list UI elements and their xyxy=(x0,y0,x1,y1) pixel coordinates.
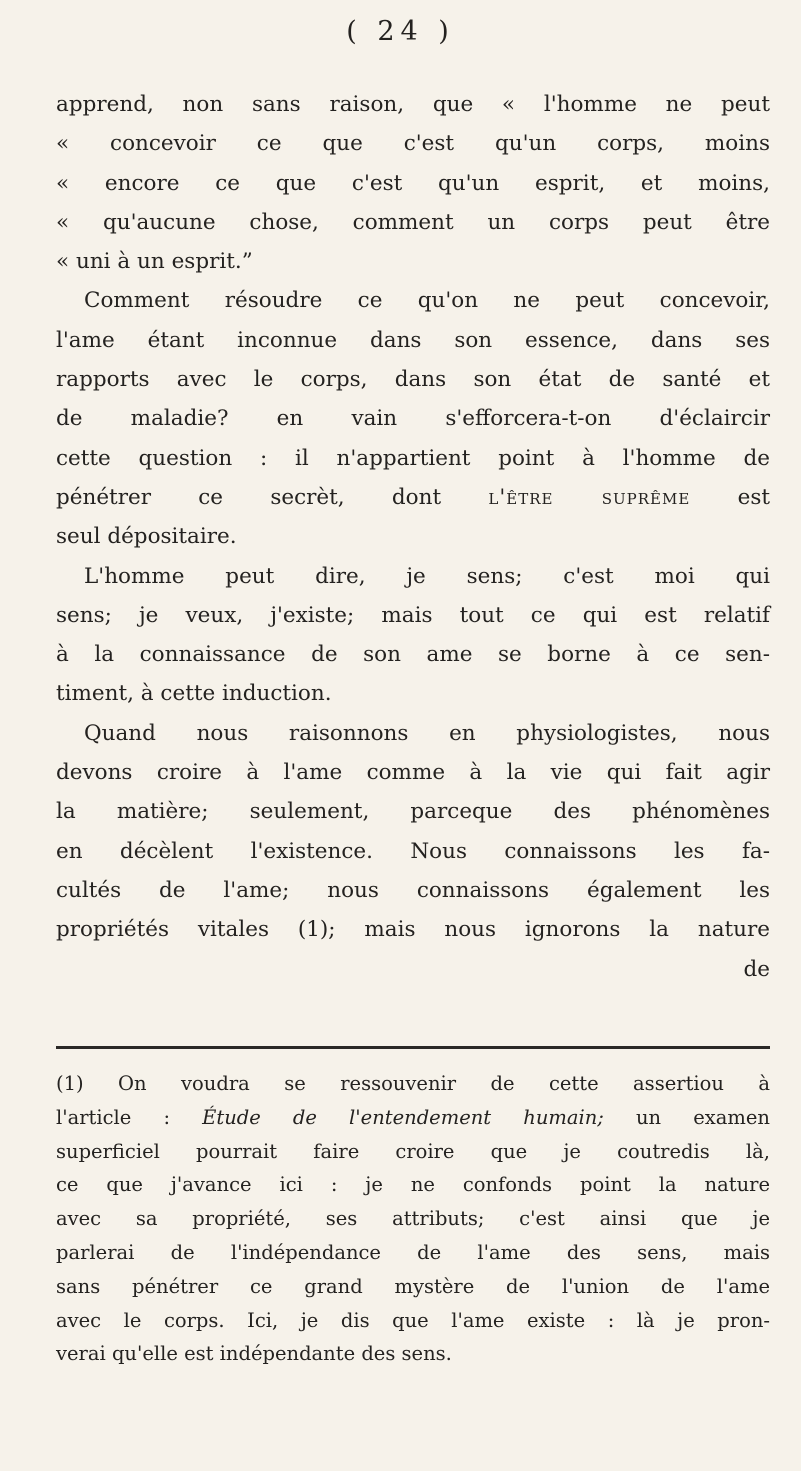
body-text xyxy=(56,85,770,989)
text-line: « concevoir ce que c'est qu'un corps, moins xyxy=(56,131,770,157)
footnote-line: sans pénétrer ce grand mystère de l'union de l'ame xyxy=(56,1274,770,1298)
footnote-divider xyxy=(56,1046,770,1049)
text-line: sens; je veux, j'existe; mais tout ce qui est relatif xyxy=(56,602,770,628)
text-line: cette question : il n'appartient point à l'homme de xyxy=(56,445,770,471)
text-line: timent, à cette induction. xyxy=(56,681,332,707)
text-segment: pénétrer ce secrèt, dont xyxy=(56,484,489,510)
catchword: de xyxy=(743,956,770,982)
footnote-line: (1) On voudra se ressouvenir de cette assertiou à xyxy=(56,1072,770,1095)
paragraph-start: L'homme peut dire, je sens; c'est moi qui xyxy=(84,563,770,589)
text-line: apprend, non sans raison, que « l'homme ne peut xyxy=(56,92,770,117)
footnote-line: superficiel pourrait faire croire que je coutredis là, xyxy=(56,1139,770,1163)
text-line: rapports avec le corps, dans son état de santé et xyxy=(56,367,770,393)
text-line: à la connaissance de son ame se borne à ce sen- xyxy=(56,642,770,668)
text-line: cultés de l'ame; nous connaissons également les xyxy=(56,877,770,903)
footnote-line: ce que j'avance ici : je ne confonds point la nature xyxy=(56,1173,770,1197)
footnote-line xyxy=(56,1101,770,1135)
text-line xyxy=(56,478,770,517)
text-segment: l'article : xyxy=(56,1105,203,1129)
work-title: Étude de l'entendement humain; xyxy=(202,1105,604,1129)
text-line: l'ame étant inconnue dans son essence, dans ses xyxy=(56,327,770,353)
paragraph-start: Quand nous raisonnons en physiologistes, nous xyxy=(84,720,770,746)
text-line: la matière; seulement, parceque des phénomènes xyxy=(56,799,770,825)
text-line: devons croire à l'ame comme à la vie qui fait agir xyxy=(56,760,770,786)
text-segment: est xyxy=(690,484,771,510)
text-line: de maladie? en vain s'efforcera-t-on d'éclaircir xyxy=(56,406,770,432)
paragraph-start: Comment résoudre ce qu'on ne peut concevoir, xyxy=(84,288,770,314)
footnote-line: avec sa propriété, ses attributs; c'est ainsi que je xyxy=(56,1207,770,1231)
text-line: « encore ce que c'est qu'un esprit, et moins, xyxy=(56,170,770,196)
footnote-line: parlerai de l'indépendance de l'ame des sens, mais xyxy=(56,1240,770,1264)
text-line: « uni à un esprit.” xyxy=(56,249,253,275)
page-number: ( 24 ) xyxy=(346,16,455,47)
text-line: « qu'aucune chose, comment un corps peut être xyxy=(56,209,770,235)
text-line: seul dépositaire. xyxy=(56,524,237,550)
footnote xyxy=(56,1067,770,1371)
text-segment: un examen xyxy=(603,1105,770,1129)
small-caps-term: l'être suprême xyxy=(488,484,691,510)
text-line: en décèlent l'existence. Nous connaissons les fa- xyxy=(56,838,770,864)
footnote-line: avec le corps. Ici, je dis que l'ame existe : là je pron- xyxy=(56,1308,770,1332)
footnote-line: verai qu'elle est indépendante des sens. xyxy=(56,1342,452,1366)
text-line: propriétés vitales (1); mais nous ignorons la nature xyxy=(56,917,770,943)
